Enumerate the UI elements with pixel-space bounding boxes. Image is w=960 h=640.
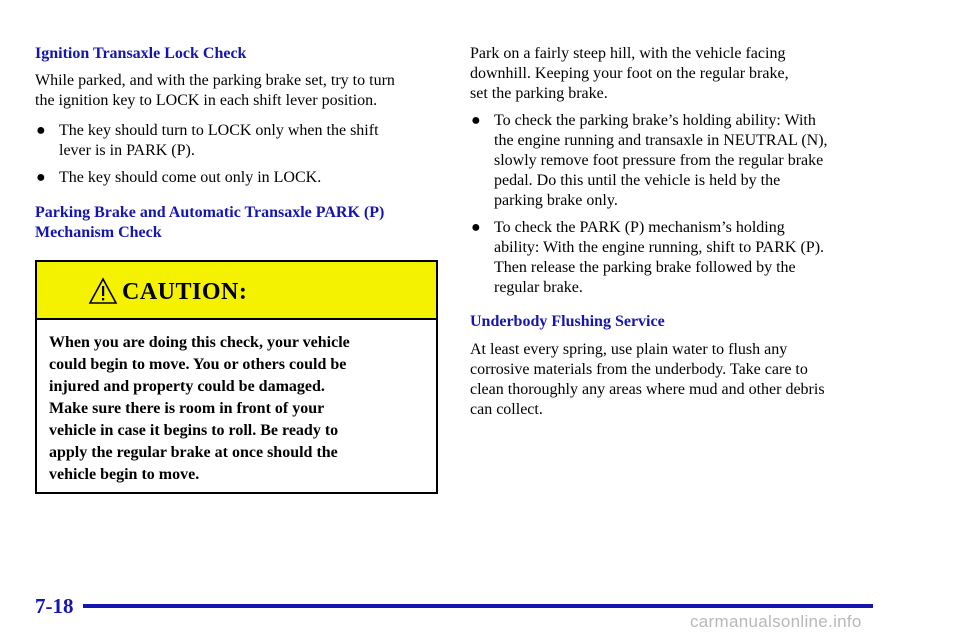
- section-heading-underbody-flushing: Underbody Flushing Service: [470, 313, 665, 330]
- text-line: pedal. Do this until the vehicle is held by the: [494, 172, 781, 189]
- bullet-item-park-mechanism-check: [470, 218, 904, 298]
- bullet-icon: ●: [36, 169, 46, 186]
- text-line: Then release the parking brake followed by the: [494, 259, 796, 276]
- text-line: the ignition key to LOCK in each shift lever position.: [35, 92, 378, 109]
- text-line: regular brake.: [494, 279, 583, 296]
- underbody-paragraph: [470, 340, 890, 420]
- text-line: While parked, and with the parking brake set, try to turn: [35, 72, 395, 89]
- text-line: corrosive materials from the underbody. Take care to: [470, 361, 808, 378]
- text-line: The key should come out only in LOCK.: [59, 169, 322, 186]
- bullet-item-key-out: [35, 168, 459, 188]
- text-line: set the parking brake.: [470, 85, 608, 102]
- bullet-icon: ●: [36, 122, 46, 139]
- text-line: the engine running and transaxle in NEUTRAL (N),: [494, 132, 828, 149]
- text-line: clean thoroughly any areas where mud and other debris: [470, 381, 825, 398]
- bullet-item-key-lock: [35, 121, 459, 161]
- bullet-icon: ●: [471, 219, 481, 236]
- heading-line: Parking Brake and Automatic Transaxle PARK (P): [35, 204, 385, 221]
- text-line: parking brake only.: [494, 192, 618, 209]
- page-number: 7-18: [35, 594, 74, 618]
- section-heading-ignition-lock: Ignition Transaxle Lock Check: [35, 45, 247, 62]
- footer-divider: [83, 604, 873, 608]
- ignition-lock-paragraph: [35, 71, 445, 111]
- text-line: To check the parking brake’s holding ability: With: [494, 112, 816, 129]
- text-line: To check the PARK (P) mechanism’s holding: [494, 219, 785, 236]
- caution-line: vehicle begin to move.: [49, 466, 200, 483]
- text-line: slowly remove foot pressure from the regular brake: [494, 152, 824, 169]
- text-line: Park on a fairly steep hill, with the vehicle facing: [470, 45, 786, 62]
- text-line: The key should turn to LOCK only when the shift: [59, 122, 379, 139]
- caution-line: apply the regular brake at once should the: [49, 444, 338, 461]
- steep-hill-paragraph: [470, 44, 890, 104]
- text-line: At least every spring, use plain water to flush any: [470, 341, 788, 358]
- bullet-item-parking-brake-check: [470, 111, 904, 211]
- caution-line: Make sure there is room in front of your: [49, 400, 325, 417]
- caution-body: [49, 332, 429, 486]
- heading-line: Mechanism Check: [35, 224, 162, 241]
- caution-line: When you are doing this check, your vehicle: [49, 334, 350, 351]
- warning-triangle-icon: [88, 277, 118, 305]
- text-line: ability: With the engine running, shift to PARK (P).: [494, 239, 825, 256]
- caution-title: CAUTION:: [122, 279, 248, 305]
- watermark: carmanualsonline.info: [690, 612, 862, 631]
- text-line: lever is in PARK (P).: [59, 142, 195, 159]
- caution-header: [37, 262, 436, 320]
- caution-line: vehicle in case it begins to roll. Be ready to: [49, 422, 339, 439]
- bullet-icon: ●: [471, 112, 481, 129]
- text-line: downhill. Keeping your foot on the regular brake,: [470, 65, 789, 82]
- caution-box: [35, 260, 438, 494]
- caution-line: injured and property could be damaged.: [49, 378, 325, 395]
- caution-line: could begin to move. You or others could be: [49, 356, 347, 373]
- section-heading-parking-brake: [35, 203, 445, 243]
- text-line: can collect.: [470, 401, 543, 418]
